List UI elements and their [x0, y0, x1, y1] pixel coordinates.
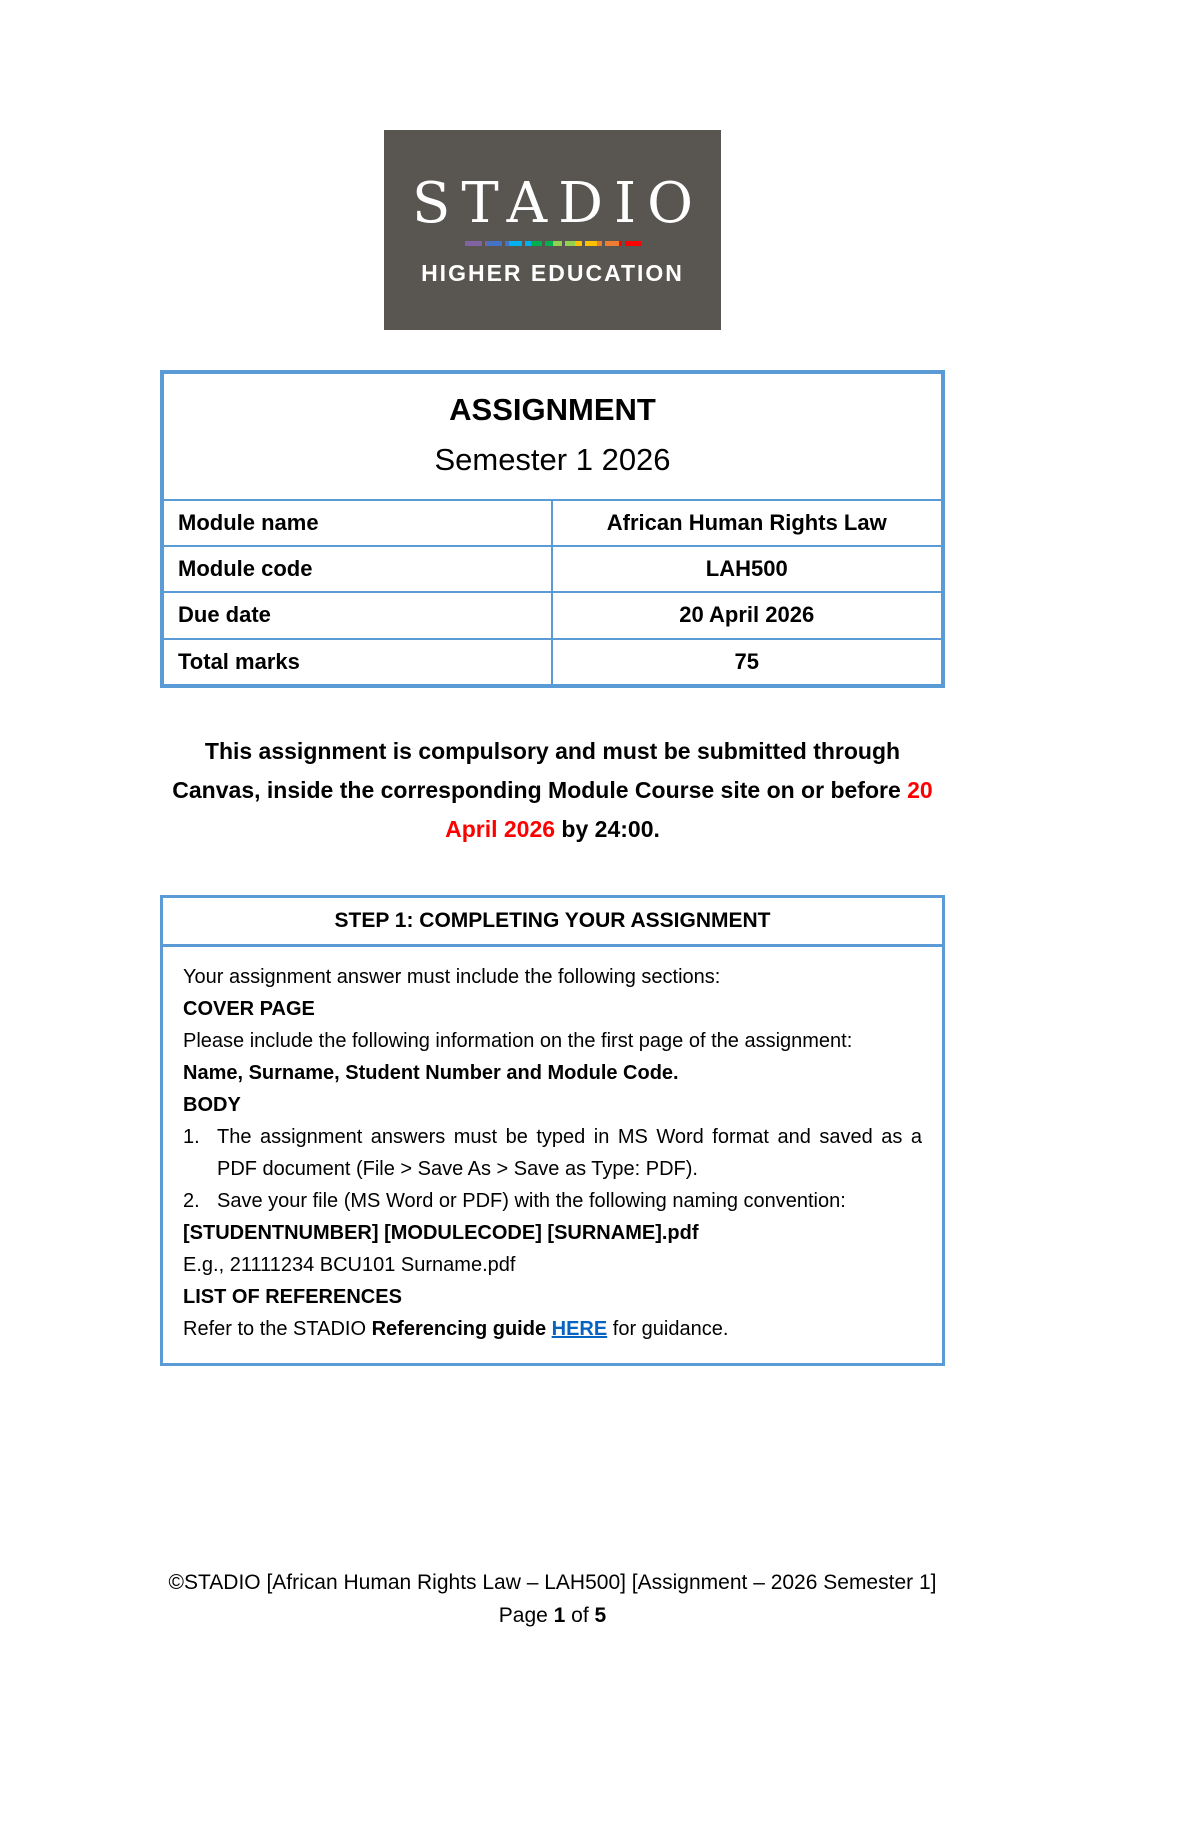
footer-of-label: of [565, 1603, 595, 1627]
module-code-label: Module code [164, 547, 553, 591]
assignment-details-table [160, 370, 945, 688]
cover-page-text: Please include the following information on the first page of the assignment: [183, 1029, 853, 1052]
stadio-logo-subtitle: HIGHER EDUCATION [421, 259, 684, 286]
total-marks-label: Total marks [164, 640, 553, 684]
list-item-1-number: 1. [183, 1125, 200, 1148]
naming-example: E.g., 21111234 BCU101 Surname.pdf [183, 1253, 516, 1276]
step1-box [160, 895, 945, 1365]
rainbow-stripe-icon [465, 241, 641, 246]
footer-copyright-line: ©STADIO [African Human Rights Law – LAH500] [Assignment – 2026 Semester 1] [168, 1571, 937, 1594]
table-row-module-name [164, 499, 941, 545]
module-name-label: Module name [164, 501, 553, 545]
table-row-due-date [164, 591, 941, 637]
list-item-1 [183, 1121, 922, 1185]
footer-total-pages: 5 [594, 1603, 607, 1627]
references-line [183, 1313, 922, 1345]
notice-due-date-red: 20 April 2026 [445, 777, 933, 843]
list-item-2-text: Save your file (MS Word or PDF) with the following naming convention: [217, 1189, 846, 1212]
references-heading: LIST OF REFERENCES [183, 1285, 402, 1308]
document-page [0, 130, 1200, 1826]
due-date-label: Due date [164, 593, 553, 637]
step1-intro: Your assignment answer must include the following sections: [183, 965, 721, 988]
page-content [160, 130, 945, 1366]
due-date-value: 20 April 2026 [679, 602, 815, 628]
cover-page-required-fields: Name, Surname, Student Number and Module Code. [183, 1061, 679, 1084]
naming-convention: [STUDENTNUMBER] [MODULECODE] [SURNAME].pdf [183, 1221, 699, 1244]
submission-notice [160, 732, 945, 849]
footer-page-number: 1 [553, 1603, 566, 1627]
table-row-total-marks [164, 638, 941, 684]
list-item-1-text: The assignment answers must be typed in MS Word format and saved as a PDF document (File > Save As > Save as Type: PDF). [217, 1125, 922, 1180]
references-guide-bold: Referencing guide [371, 1317, 552, 1340]
list-item-2 [183, 1185, 922, 1217]
table-row-module-code [164, 545, 941, 591]
assignment-title: ASSIGNMENT [449, 392, 656, 427]
step1-header: STEP 1: COMPLETING YOUR ASSIGNMENT [163, 898, 942, 946]
step1-body [163, 947, 942, 1363]
footer-page-line [160, 1600, 945, 1633]
referencing-guide-link[interactable]: HERE [551, 1317, 608, 1340]
footer-page-label: Page [498, 1603, 554, 1627]
stadio-logo-wordmark: STADIO [411, 171, 705, 237]
references-prefix: Refer to the STADIO [183, 1317, 372, 1340]
notice-text-after: by 24:00. [555, 816, 660, 843]
assignment-subtitle: Semester 1 2026 [434, 442, 671, 478]
page-footer [160, 1567, 945, 1632]
list-item-2-number: 2. [183, 1189, 200, 1212]
cover-page-heading: COVER PAGE [183, 997, 315, 1020]
notice-text-before: This assignment is compulsory and must be submitted through Canvas, inside the corresponding Module Course site on or before [172, 738, 908, 804]
total-marks-value: 75 [734, 648, 759, 674]
references-suffix: for guidance. [607, 1317, 729, 1340]
stadio-logo [384, 130, 721, 330]
body-heading: BODY [183, 1093, 241, 1116]
module-code-value: LAH500 [705, 555, 788, 581]
module-name-value: African Human Rights Law [606, 509, 887, 535]
